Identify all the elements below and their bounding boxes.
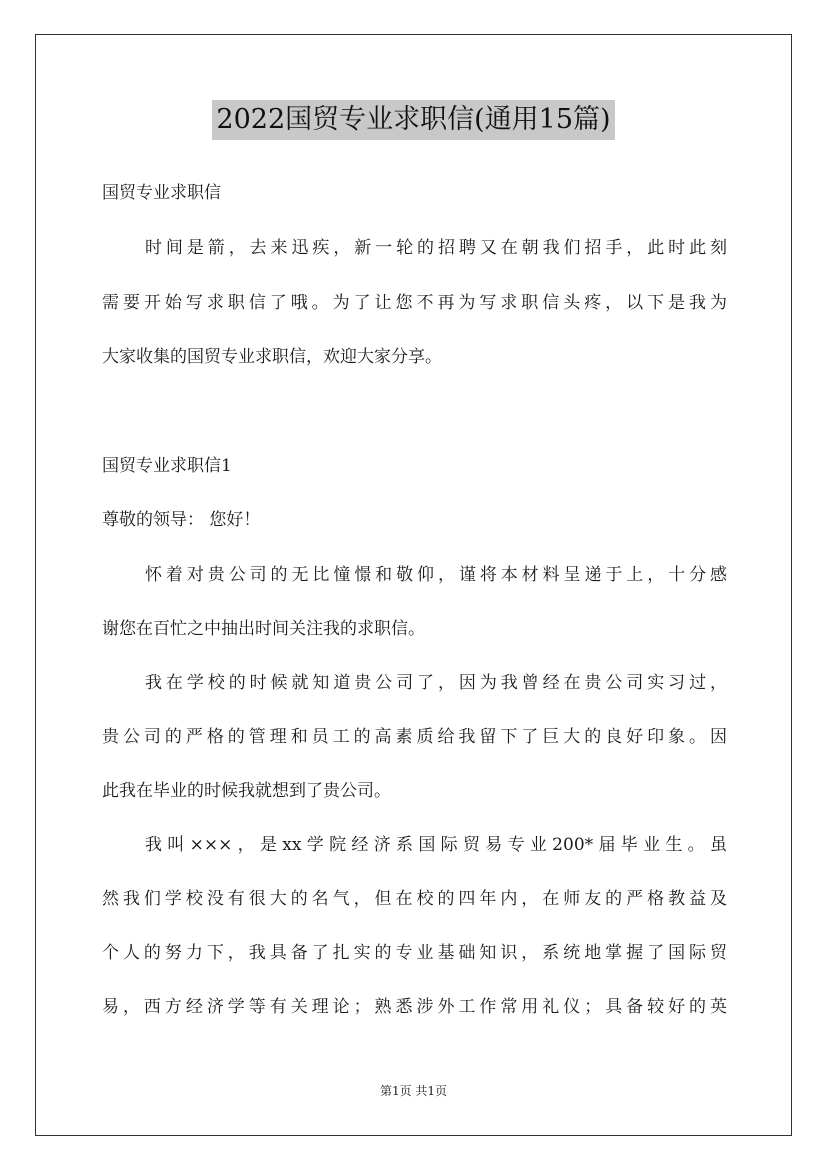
paragraph-line: 谢您在百忙之中抽出时间关注我的求职信。 [102, 619, 425, 639]
paragraph-line: 贵公司的严格的管理和员工的高素质给我留下了巨大的良好印象。因 [102, 727, 727, 747]
paragraph-line: 大家收集的国贸专业求职信，欢迎大家分享。 [102, 347, 442, 367]
paragraph-line: 然我们学校没有很大的名气，但在校的四年内，在师友的严格教益及 [102, 889, 727, 909]
section-heading: 国贸专业求职信1 [102, 456, 232, 476]
paragraph-line: 需要开始写求职信了哦。为了让您不再为写求职信头疼，以下是我为 [102, 293, 727, 313]
title-container [0, 100, 827, 140]
section-heading: 国贸专业求职信 [102, 183, 221, 203]
paragraph-line: 时间是箭，去来迅疾，新一轮的招聘又在朝我们招手，此时此刻 [145, 238, 727, 258]
paragraph-line: 此我在毕业的时候我就想到了贵公司。 [102, 781, 391, 801]
paragraph-line: 个人的努力下，我具备了扎实的专业基础知识，系统地掌握了国际贸 [102, 943, 727, 963]
page-footer: 第1页 共1页 [379, 1084, 448, 1098]
paragraph-line: 怀着对贵公司的无比憧憬和敬仰，谨将本材料呈递于上，十分感 [145, 565, 727, 585]
paragraph-line: 易，西方经济学等有关理论；熟悉涉外工作常用礼仪；具备较好的英 [102, 997, 727, 1017]
document-title: 2022国贸专业求职信(通用15篇) [212, 100, 614, 140]
paragraph-line: 我叫×××，是xx学院经济系国际贸易专业200*届毕业生。虽 [145, 835, 727, 855]
salutation: 尊敬的领导： 您好！ [102, 510, 261, 530]
paragraph-line: 我在学校的时候就知道贵公司了，因为我曾经在贵公司实习过， [145, 673, 727, 693]
